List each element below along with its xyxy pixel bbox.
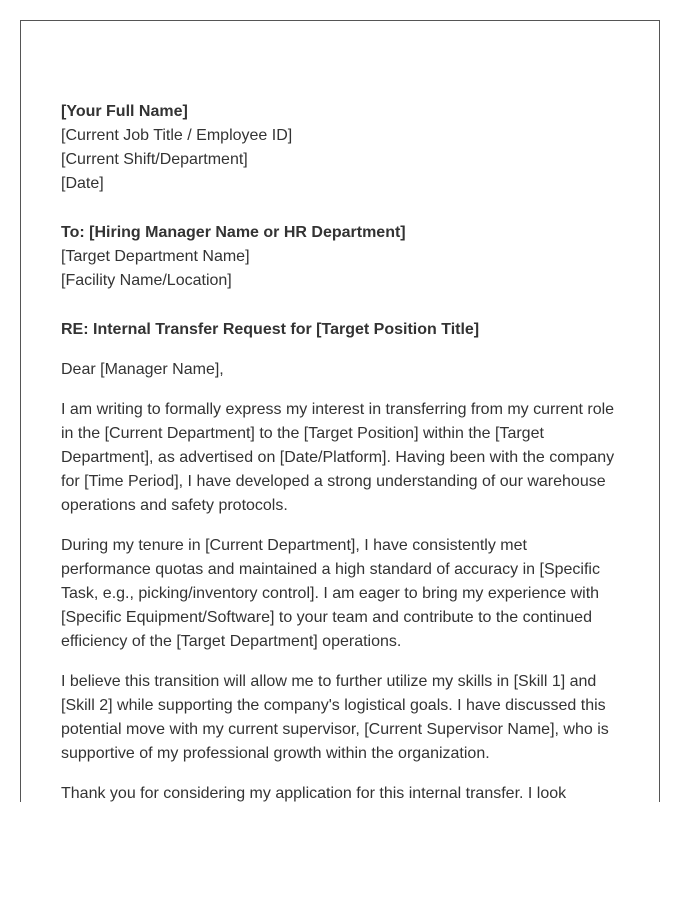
paragraph-4 bbox=[61, 782, 621, 802]
paragraph-line: supportive of my professional growth within the organization. bbox=[61, 745, 490, 762]
sender-shift-department: [Current Shift/Department] bbox=[61, 151, 248, 168]
paragraph-1 bbox=[61, 398, 621, 518]
recipient-to: To: [Hiring Manager Name or HR Department] bbox=[61, 224, 406, 241]
letter-page bbox=[20, 20, 660, 802]
paragraph-line: Task, e.g., picking/inventory control]. I am eager to bring my experience with bbox=[61, 585, 600, 602]
sender-name: [Your Full Name] bbox=[61, 103, 188, 120]
paragraph-line: Department], as advertised on [Date/Platform]. Having been with the company bbox=[61, 449, 615, 466]
salutation bbox=[61, 358, 621, 382]
paragraph-line: performance quotas and maintained a high standard of accuracy in [Specific bbox=[61, 561, 600, 578]
subject-text: RE: Internal Transfer Request for [Target Position Title] bbox=[61, 321, 480, 338]
subject-line bbox=[61, 318, 621, 342]
paragraph-line: [Specific Equipment/Software] to your team and contribute to the continued bbox=[61, 609, 592, 626]
paragraph-line: efficiency of the [Target Department] operations. bbox=[61, 633, 402, 650]
paragraph-line: [Skill 2] while supporting the company's logistical goals. I have discussed this bbox=[61, 697, 606, 714]
paragraph-line: for [Time Period], I have developed a strong understanding of our warehouse bbox=[61, 473, 606, 490]
paragraph-line: I am writing to formally express my interest in transferring from my current role bbox=[61, 401, 615, 418]
sender-block bbox=[61, 100, 621, 196]
recipient-department: [Target Department Name] bbox=[61, 248, 250, 265]
salutation-text: Dear [Manager Name], bbox=[61, 361, 224, 378]
sender-job-title: [Current Job Title / Employee ID] bbox=[61, 127, 293, 144]
recipient-facility: [Facility Name/Location] bbox=[61, 272, 232, 289]
paragraph-line: Thank you for considering my application for this internal transfer. I look bbox=[61, 785, 567, 802]
paragraph-line: I believe this transition will allow me to further utilize my skills in [Skill 1] and bbox=[61, 673, 597, 690]
paragraph-line: potential move with my current supervisor, [Current Supervisor Name], who is bbox=[61, 721, 609, 738]
paragraph-line: During my tenure in [Current Department], I have consistently met bbox=[61, 537, 527, 554]
paragraph-line: operations and safety protocols. bbox=[61, 497, 288, 514]
paragraph-3 bbox=[61, 670, 621, 766]
recipient-block bbox=[61, 221, 621, 293]
paragraph-line: in the [Current Department] to the [Target Position] within the [Target bbox=[61, 425, 544, 442]
letter-body bbox=[61, 100, 621, 802]
letter-date: [Date] bbox=[61, 175, 104, 192]
paragraph-2 bbox=[61, 534, 621, 654]
